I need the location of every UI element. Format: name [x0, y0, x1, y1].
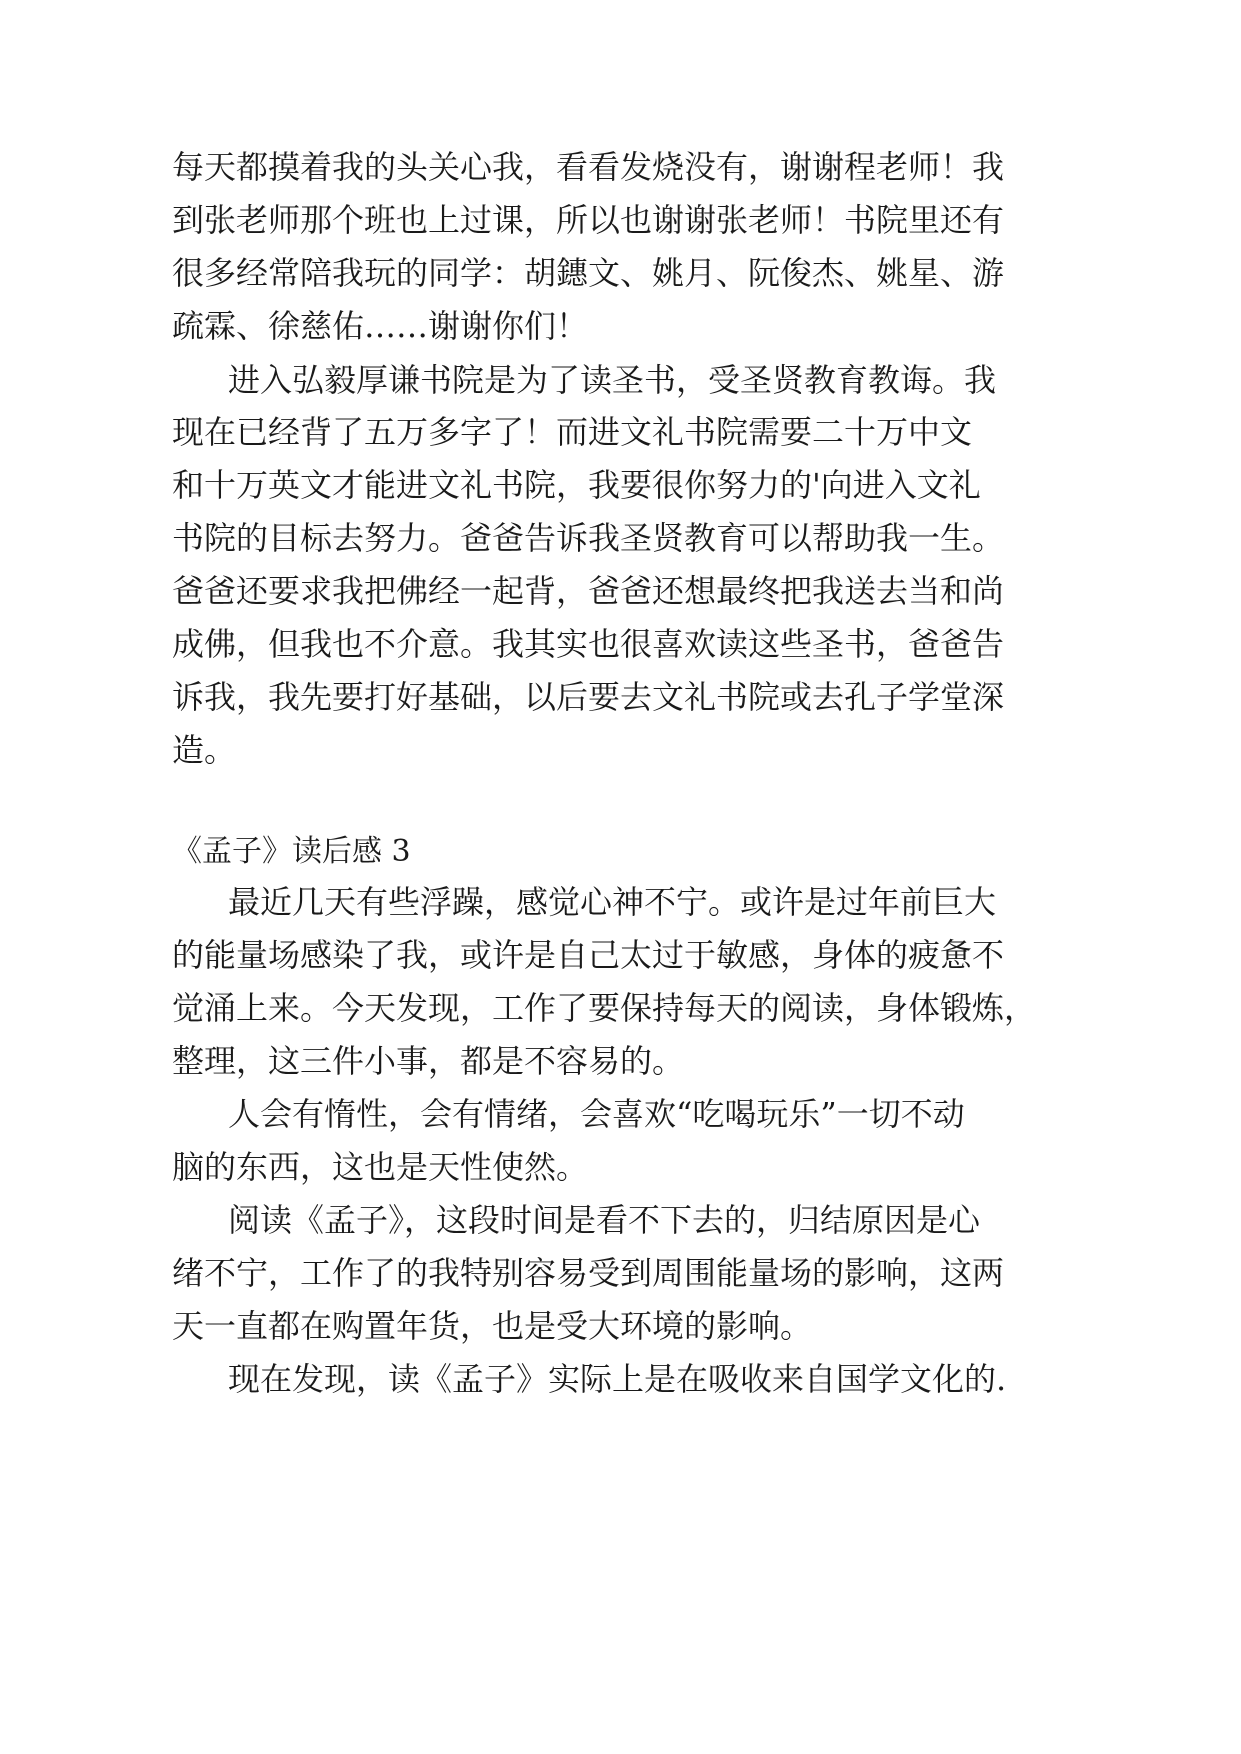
text-line: 造。 [172, 731, 237, 769]
text-line: 的能量场感染了我，或许是自己太过于敏感，身体的疲惫不 [172, 936, 1005, 974]
text-line: 到张老师那个班也上过课，所以也谢谢张老师！书院里还有 [172, 201, 1005, 239]
text-line: 脑的东西，这也是天性使然。 [172, 1148, 589, 1186]
text-line: 书院的目标去努力。爸爸告诉我圣贤教育可以帮助我一生。 [172, 519, 1005, 557]
text-line: 最近几天有些浮躁，感觉心神不宁。或许是过年前巨大 [228, 883, 997, 921]
text-line: 绪不宁，工作了的我特别容易受到周围能量场的影响，这两 [172, 1254, 1005, 1292]
text-line: 人会有惰性，会有情绪，会喜欢“吃喝玩乐”一切不动 [228, 1095, 965, 1133]
text-line: 疏霖、徐慈佑……谢谢你们！ [172, 307, 589, 345]
text-line: 成佛，但我也不介意。我其实也很喜欢读这些圣书，爸爸告 [172, 625, 1005, 663]
text-line: 诉我，我先要打好基础，以后要去文礼书院或去孔子学堂深 [172, 678, 1005, 716]
text-line: 整理，这三件小事，都是不容易的。 [172, 1042, 685, 1080]
text-line: 现在已经背了五万多字了！而进文礼书院需要二十万中文 [172, 413, 973, 451]
text-line: 爸爸还要求我把佛经一起背，爸爸还想最终把我送去当和尚 [172, 572, 1005, 610]
text-line: 每天都摸着我的头关心我，看看发烧没有，谢谢程老师！我 [172, 148, 1005, 186]
text-line: 进入弘毅厚谦书院是为了读圣书，受圣贤教育教诲。我 [228, 361, 997, 399]
text-line: 觉涌上来。今天发现，工作了要保持每天的阅读，身体锻炼， [172, 989, 1037, 1027]
text-line: 很多经常陪我玩的同学：胡鏸文、姚月、阮俊杰、姚星、游 [172, 254, 1005, 292]
text-line: 阅读《孟子》，这段时间是看不下去的，归结原因是心 [228, 1201, 981, 1239]
text-line: 天一直都在购置年货，也是受大环境的影响。 [172, 1307, 813, 1345]
section-title: 《孟子》读后感 3 [172, 834, 411, 869]
text-line: 现在发现，读《孟子》实际上是在吸收来自国学文化的. [228, 1360, 1007, 1398]
text-line: 和十万英文才能进文礼书院，我要很你努力的'向进入文礼 [172, 466, 981, 504]
